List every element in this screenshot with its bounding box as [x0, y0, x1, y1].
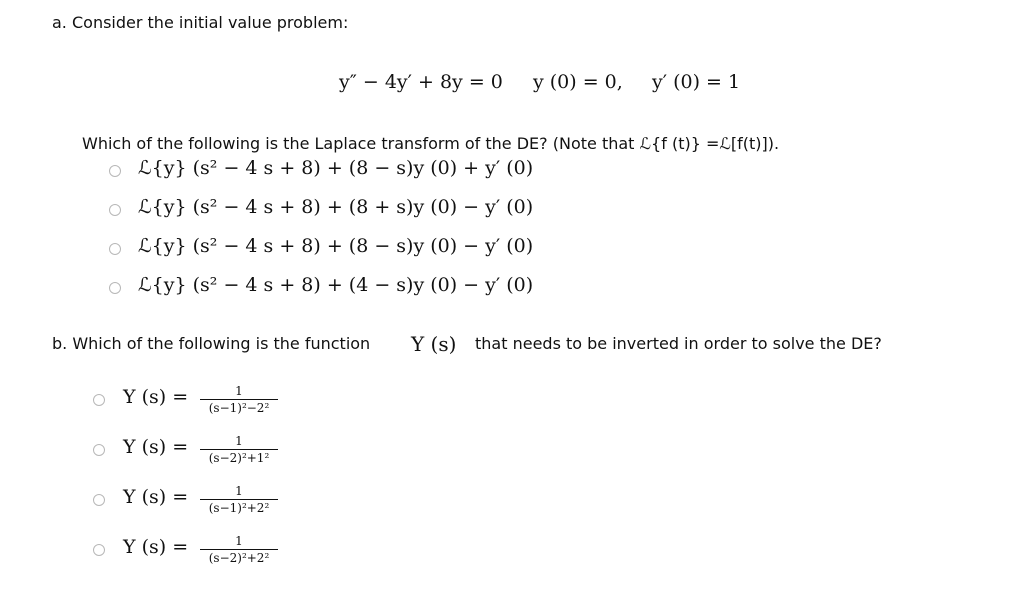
fraction-numerator: 1: [235, 434, 243, 448]
part-b-question-post: that needs to be inverted in order to solve the DE?: [475, 334, 882, 353]
fraction-numerator: 1: [235, 484, 243, 498]
radio-button[interactable]: [93, 394, 105, 406]
part-a-question: Which of the following is the Laplace transform of the DE? (Note that ℒ{f (t)} =ℒ[f(t)]).: [82, 134, 780, 153]
option-label: ℒ{y} (s² − 4 s + 8) + (8 − s)y (0) + y′ (0): [138, 157, 534, 179]
part-b-question-function: Y (s): [411, 332, 457, 356]
fraction-denominator: (s−2)²+1²: [208, 451, 270, 465]
radio-button[interactable]: [109, 165, 121, 177]
fraction-denominator: (s−1)²−2²: [208, 401, 270, 415]
option-lhs: Y (s) =: [123, 486, 189, 508]
option-label: ℒ{y} (s² − 4 s + 8) + (4 − s)y (0) − y′ (0): [138, 274, 534, 296]
option-label: ℒ{y} (s² − 4 s + 8) + (8 + s)y (0) − y′ (0): [138, 196, 534, 218]
fraction-denominator: (s−1)²+2²: [208, 501, 270, 515]
radio-button[interactable]: [109, 204, 121, 216]
radio-button[interactable]: [93, 444, 105, 456]
fraction: [200, 484, 278, 516]
option-lhs: Y (s) =: [123, 436, 189, 458]
fraction: [200, 434, 278, 466]
part-b-question-pre: b. Which of the following is the function: [52, 334, 371, 353]
initial-condition-1: y (0) = 0,: [533, 71, 623, 93]
radio-button[interactable]: [109, 282, 121, 294]
radio-button[interactable]: [93, 544, 105, 556]
initial-condition-2: y′ (0) = 1: [652, 71, 741, 93]
de-equation: y″ − 4y′ + 8y = 0: [339, 71, 503, 93]
radio-button[interactable]: [93, 494, 105, 506]
option-lhs: Y (s) =: [123, 536, 189, 558]
fraction-numerator: 1: [235, 384, 243, 398]
part-a-heading: a. Consider the initial value problem:: [52, 13, 349, 32]
fraction: [200, 384, 278, 416]
radio-button[interactable]: [109, 243, 121, 255]
fraction: [200, 534, 278, 566]
fraction-denominator: (s−2)²+2²: [208, 551, 270, 565]
option-label: ℒ{y} (s² − 4 s + 8) + (8 − s)y (0) − y′ (0): [138, 235, 534, 257]
fraction-numerator: 1: [235, 534, 243, 548]
option-lhs: Y (s) =: [123, 386, 189, 408]
